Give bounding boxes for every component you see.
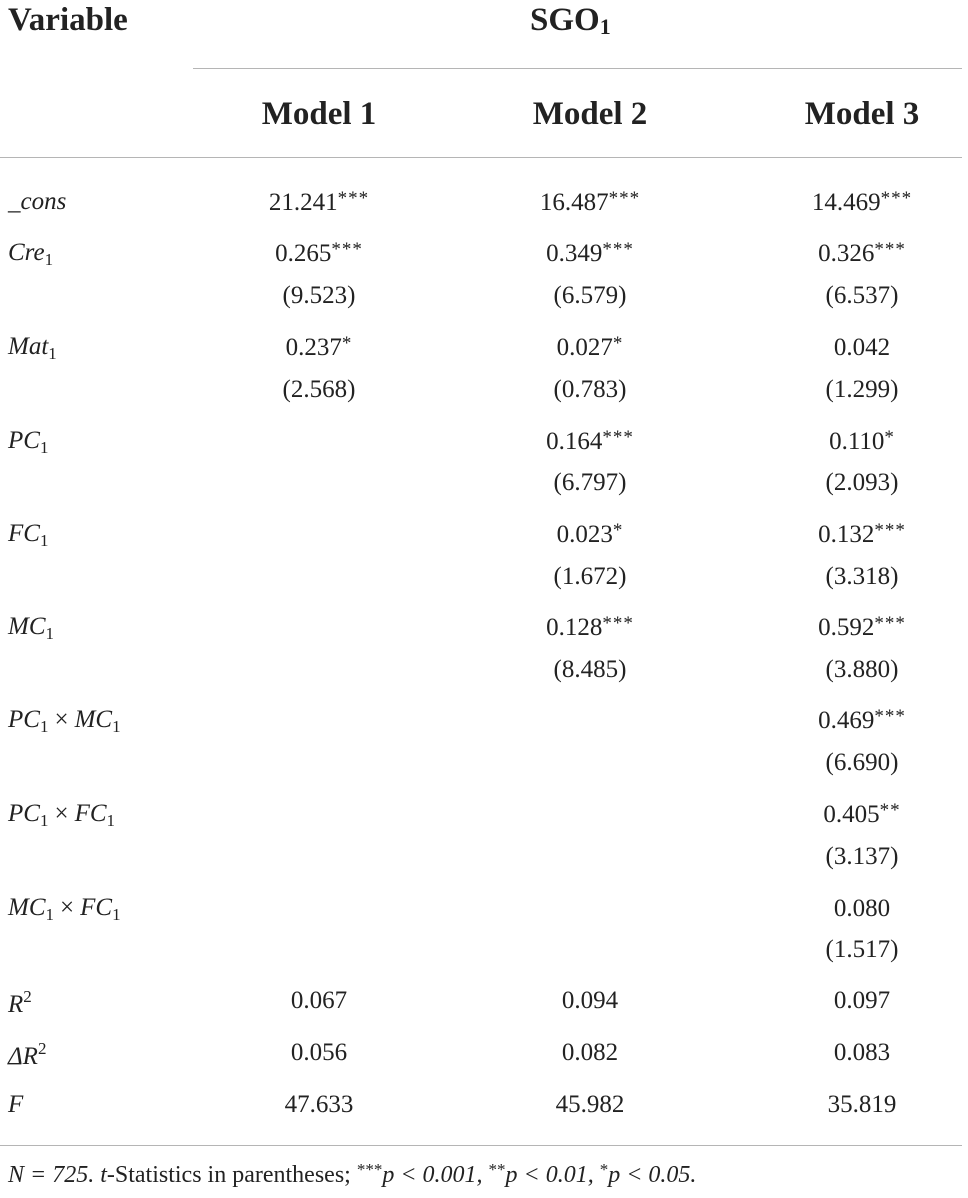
tstat-model-3: (6.537) (825, 282, 899, 309)
coef-model-1: 0.237* (285, 333, 353, 361)
value-model-2: 0.094 (561, 987, 619, 1014)
coef-model-2: 0.027* (556, 333, 624, 361)
header-bottom-rule (0, 157, 962, 158)
value-model-2: 45.982 (555, 1091, 625, 1118)
variable-name: $\Delta R^2$ (8, 1039, 47, 1070)
coef-model-1: 21.241*** (268, 188, 370, 216)
coef-model-3: 0.405** (823, 800, 901, 828)
value-model-1: 0.056 (290, 1039, 348, 1066)
tstat-model-2: (1.672) (553, 563, 627, 590)
sgo-group-header (530, 2, 611, 40)
variable-header: Variable (8, 2, 128, 38)
variable-name: Cre$_1$ (8, 239, 54, 269)
coef-model-2: 16.487*** (539, 188, 641, 216)
value-model-1: 0.067 (290, 987, 348, 1014)
variable-name: $MC_1 \times FC_1$ (8, 894, 121, 924)
coef-model-3: 0.326*** (818, 239, 906, 267)
variable-name: Mat$_1$ (8, 333, 57, 363)
coef-model-3: 0.132*** (818, 520, 906, 548)
tstat-model-3: (1.299) (825, 376, 899, 403)
value-model-3: 0.083 (833, 1039, 891, 1066)
coef-model-3: 0.042 (833, 334, 891, 361)
variable-name: $MC_1$ (8, 613, 54, 643)
tstat-model-3: (1.517) (825, 936, 899, 963)
tstat-model-3: (6.690) (825, 749, 899, 776)
coef-model-3: 0.110* (829, 427, 895, 455)
coef-model-2: 0.164*** (546, 427, 634, 455)
variable-name: $PC_1 \times FC_1$ (8, 800, 116, 830)
tstat-model-2: (8.485) (553, 656, 627, 683)
coef-model-2: 0.349*** (546, 239, 634, 267)
tstat-model-2: (0.783) (553, 376, 627, 403)
coef-model-3: 14.469*** (811, 188, 913, 216)
tstat-model-3: (2.093) (825, 469, 899, 496)
value-model-3: 35.819 (827, 1091, 897, 1118)
value-model-3: 0.097 (833, 987, 891, 1014)
coef-model-2: 0.023* (556, 520, 624, 548)
model-1-header: Model 1 (261, 96, 377, 132)
variable-name: $PC_1 \times MC_1$ (8, 706, 121, 736)
coef-model-1: 0.265*** (275, 239, 363, 267)
variable-name: F (8, 1091, 24, 1118)
tstat-model-3: (3.137) (825, 843, 899, 870)
value-model-2: 0.082 (561, 1039, 619, 1066)
value-model-1: 47.633 (284, 1091, 354, 1118)
variable-name: $R^2$ (8, 987, 32, 1018)
coef-model-3: 0.080 (833, 895, 891, 922)
table-bottom-rule (0, 1145, 962, 1146)
group-underline-rule (193, 68, 962, 69)
tstat-model-3: (3.318) (825, 563, 899, 590)
sgo-group-subscript: 1 (599, 14, 611, 39)
model-2-header: Model 2 (532, 96, 648, 132)
tstat-model-1: (9.523) (282, 282, 356, 309)
table-footnote: N = 725. t-Statistics in parentheses; ***p < 0.001, **p < 0.01, *p < 0.05. (8, 1160, 697, 1188)
variable-name: _cons (8, 188, 67, 215)
tstat-model-2: (6.579) (553, 282, 627, 309)
tstat-model-1: (2.568) (282, 376, 356, 403)
sgo-group-label: SGO (530, 2, 600, 38)
coef-model-2: 0.128*** (546, 613, 634, 641)
variable-name: $FC_1$ (8, 520, 49, 550)
tstat-model-3: (3.880) (825, 656, 899, 683)
variable-name: $PC_1$ (8, 427, 49, 457)
tstat-model-2: (6.797) (553, 469, 627, 496)
model-3-header: Model 3 (804, 96, 920, 132)
coef-model-3: 0.469*** (818, 706, 906, 734)
coef-model-3: 0.592*** (818, 613, 906, 641)
